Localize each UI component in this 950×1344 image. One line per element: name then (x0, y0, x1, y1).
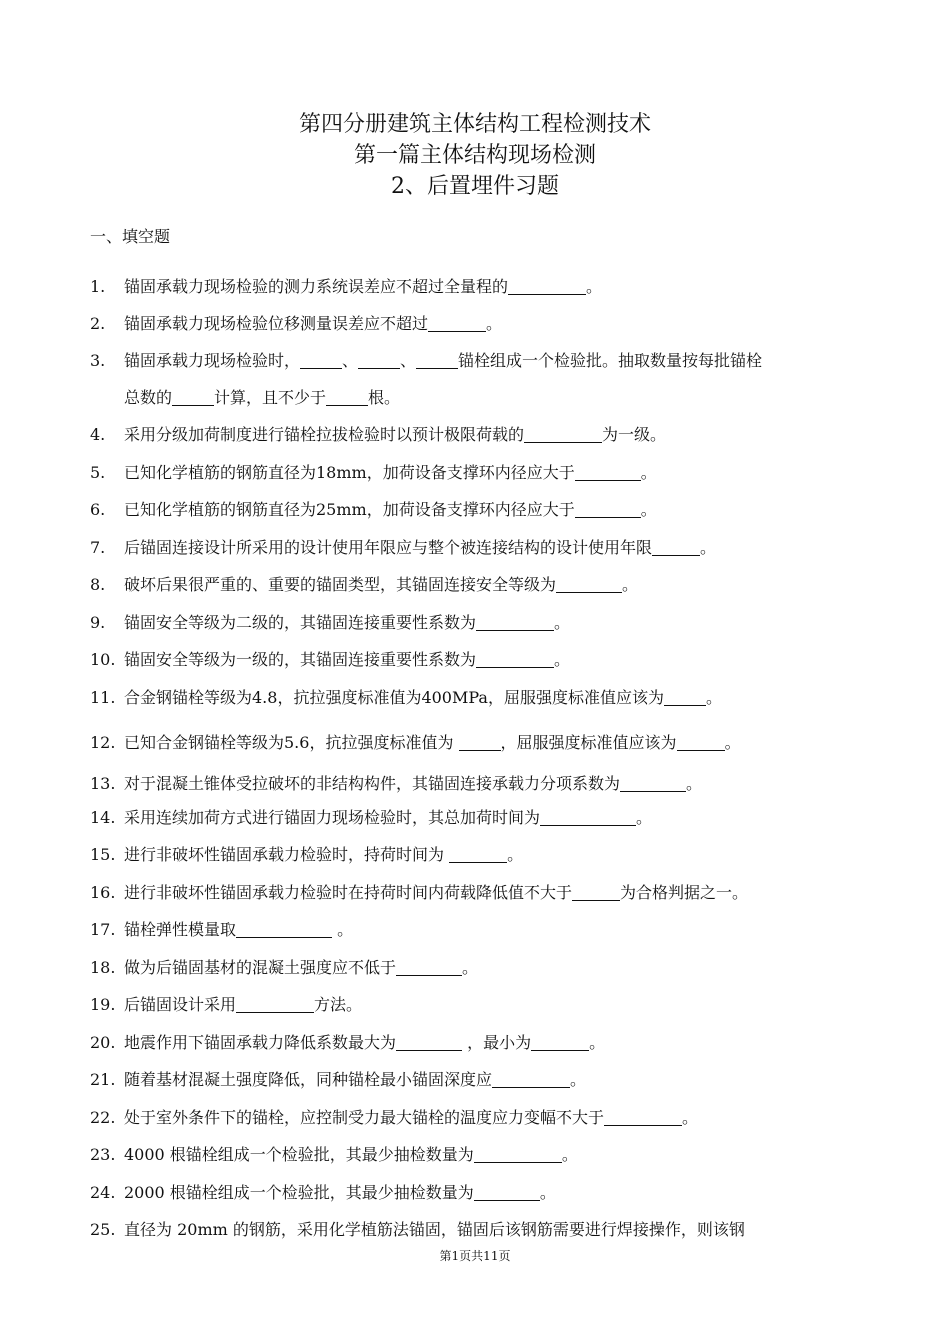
question-11: 11. 合金钢锚栓等级为4.8，抗拉强度标准值为400MPa，屈服强度标准值应该为 。 (90, 686, 870, 710)
question-number: 3. (90, 351, 106, 370)
answer-blank[interactable] (664, 689, 706, 706)
question-5: 5. 已知化学植筋的钢筋直径为18mm，加荷设备支撑环内径应大于 。 (90, 461, 870, 485)
question-25 (90, 1218, 870, 1242)
question-text: 4000 根锚栓组成一个检验批，其最少抽检数量为 (124, 1145, 474, 1164)
answer-blank[interactable] (172, 389, 214, 406)
answer-blank[interactable] (358, 352, 400, 369)
question-number: 18. (90, 958, 116, 977)
question-text: 进行非破坏性锚固承载力检验时在持荷时间内荷载降低值不大于 (124, 883, 573, 902)
answer-blank[interactable] (474, 1184, 540, 1201)
question-number: 11. (90, 688, 116, 707)
question-text: 锚固安全等级为一级的，其锚固连接重要性系数为 (124, 650, 477, 669)
question-6: 6. 已知化学植筋的钢筋直径为25mm，加荷设备支撑环内径应大于 。 (90, 498, 870, 522)
answer-blank[interactable] (236, 996, 314, 1013)
question-text: 做为后锚固基材的混凝土强度应不低于 (124, 958, 397, 977)
question-number: 10. (90, 650, 116, 669)
answer-blank[interactable] (396, 959, 462, 976)
question-14: 14. 采用连续加荷方式进行锚固力现场检验时，其总加荷时间为 。 (90, 806, 870, 830)
question-number: 6. (90, 500, 106, 519)
answer-blank[interactable] (575, 464, 641, 481)
question-number: 16. (90, 883, 116, 902)
question-23: 23. 4000 根锚栓组成一个检验批，其最少抽检数量为 。 (90, 1143, 870, 1167)
answer-blank[interactable] (326, 389, 368, 406)
answer-blank[interactable] (300, 352, 342, 369)
question-number: 8. (90, 575, 106, 594)
question-number: 19. (90, 995, 116, 1014)
question-15: 15. 进行非破坏性锚固承载力检验时，持荷时间为 。 (90, 843, 870, 867)
book-title: 第四分册建筑主体结构工程检测技术 (298, 112, 651, 137)
question-22: 22. 处于室外条件下的锚栓，应控制受力最大锚栓的温度应力变幅不大于 。 (90, 1106, 870, 1130)
question-number: 15. (90, 845, 116, 864)
question-number: 21. (90, 1070, 116, 1089)
question-text: 2000 根锚栓组成一个检验批，其最少抽检数量为 (124, 1183, 474, 1202)
answer-blank[interactable] (508, 278, 586, 295)
question-19: 19. 后锚固设计采用 方法。 (90, 993, 870, 1017)
page-footer: 第1页共11页 (439, 1249, 511, 1263)
question-text: 锚固承载力现场检验时， (124, 351, 301, 370)
answer-blank[interactable] (575, 501, 641, 518)
question-9: 9. 锚固安全等级为二级的，其锚固连接重要性系数为 。 (90, 611, 870, 635)
answer-blank[interactable] (459, 734, 501, 751)
question-number: 17. (90, 920, 116, 939)
question-text: 地震作用下锚固承载力降低系数最大为 (124, 1033, 397, 1052)
question-number: 7. (90, 538, 106, 557)
answer-blank[interactable] (396, 1034, 462, 1051)
question-16: 16. 进行非破坏性锚固承载力检验时在持荷时间内荷载降低值不大于 为合格判据之一。 (90, 881, 870, 905)
question-text: 进行非破坏性锚固承载力检验时，持荷时间为 (124, 845, 450, 864)
question-text: 对于混凝土锥体受拉破坏的非结构构件，其锚固连接承载力分项系数为 (124, 774, 621, 793)
question-number: 1. (90, 277, 106, 296)
question-text: 直径为 20mm 的钢筋，采用化学植筋法锚固，锚固后该钢筋需要进行焊接操作，则该钢 (124, 1220, 745, 1239)
answer-blank[interactable] (492, 1071, 570, 1088)
question-8: 8. 破坏后果很严重的、重要的锚固类型，其锚固连接安全等级为 。 (90, 573, 870, 597)
question-text: 采用分级加荷制度进行锚栓拉拔检验时以预计极限荷载的 (124, 425, 525, 444)
question-number: 14. (90, 808, 116, 827)
answer-blank[interactable] (476, 614, 554, 631)
answer-blank[interactable] (677, 734, 725, 751)
answer-blank[interactable] (572, 884, 620, 901)
question-number: 13. (90, 774, 116, 793)
question-13: 13. 对于混凝土锥体受拉破坏的非结构构件，其锚固连接承载力分项系数为 。 (90, 772, 870, 796)
answer-blank[interactable] (236, 921, 332, 938)
question-text: 已知化学植筋的钢筋直径为25mm，加荷设备支撑环内径应大于 (124, 500, 575, 519)
question-number: 24. (90, 1183, 116, 1202)
question-text: 随着基材混凝土强度降低，同种锚栓最小锚固深度应 (124, 1070, 493, 1089)
answer-blank[interactable] (428, 315, 486, 332)
question-text: 锚固安全等级为二级的，其锚固连接重要性系数为 (124, 613, 477, 632)
question-text: 采用连续加荷方式进行锚固力现场检验时，其总加荷时间为 (124, 808, 541, 827)
answer-blank[interactable] (416, 352, 458, 369)
question-number: 25. (90, 1220, 116, 1239)
question-text: 处于室外条件下的锚栓，应控制受力最大锚栓的温度应力变幅不大于 (124, 1108, 605, 1127)
question-number: 20. (90, 1033, 116, 1052)
question-7: 7. 后锚固连接设计所采用的设计使用年限应与整个被连接结构的设计使用年限 。 (90, 536, 870, 560)
question-number: 22. (90, 1108, 116, 1127)
question-4: 4. 采用分级加荷制度进行锚栓拉拔检验时以预计极限荷载的 为一级。 (90, 423, 870, 447)
question-18: 18. 做为后锚固基材的混凝土强度应不低于 。 (90, 956, 870, 980)
question-24: 24. 2000 根锚栓组成一个检验批，其最少抽检数量为 。 (90, 1181, 870, 1205)
answer-blank[interactable] (476, 651, 554, 668)
answer-blank[interactable] (449, 846, 507, 863)
answer-blank[interactable] (604, 1109, 682, 1126)
question-10: 10. 锚固安全等级为一级的，其锚固连接重要性系数为 。 (90, 648, 870, 672)
question-text: 已知合金钢锚栓等级为5.6，抗拉强度标准值为 (124, 733, 459, 752)
question-3: 3. 锚固承载力现场检验时， 、 、 锚栓组成一个检验批。抽取数量按每批锚栓 (90, 349, 870, 373)
question-number: 23. (90, 1145, 116, 1164)
exercise-title: 2、后置埋件习题 (391, 174, 559, 199)
question-text: 后锚固连接设计所采用的设计使用年限应与整个被连接结构的设计使用年限 (124, 538, 653, 557)
question-number: 12. (90, 733, 116, 752)
question-text: 锚栓弹性模量取 (124, 920, 237, 939)
question-12: 12. 已知合金钢锚栓等级为5.6，抗拉强度标准值为 ，屈服强度标准值应该为 。 (90, 731, 870, 755)
question-text: 锚固承载力现场检验位移测量误差应不超过 (124, 314, 429, 333)
question-text: 合金钢锚栓等级为4.8，抗拉强度标准值为400MPa，屈服强度标准值应该为 (124, 688, 664, 707)
answer-blank[interactable] (556, 576, 622, 593)
question-2: 2. 锚固承载力现场检验位移测量误差应不超过 。 (90, 312, 870, 336)
section-heading: 一、填空题 (90, 227, 171, 246)
answer-blank[interactable] (540, 809, 636, 826)
question-1: 1. 锚固承载力现场检验的测力系统误差应不超过全量程的 。 (90, 275, 870, 299)
question-text: 锚固承载力现场检验的测力系统误差应不超过全量程的 (124, 277, 509, 296)
chapter-title: 第一篇主体结构现场检测 (353, 143, 596, 168)
question-text: 已知化学植筋的钢筋直径为18mm，加荷设备支撑环内径应大于 (124, 463, 575, 482)
answer-blank[interactable] (652, 539, 700, 556)
question-text: 后锚固设计采用 (124, 995, 237, 1014)
question-3-continued: 总数的 计算，且不少于 根。 (124, 388, 401, 407)
question-17: 17. 锚栓弹性模量取 。 (90, 918, 870, 942)
question-number: 9. (90, 613, 106, 632)
answer-blank[interactable] (531, 1034, 589, 1051)
question-text: 破坏后果很严重的、重要的锚固类型，其锚固连接安全等级为 (124, 575, 557, 594)
question-21: 21. 随着基材混凝土强度降低，同种锚栓最小锚固深度应 。 (90, 1068, 870, 1092)
question-number: 4. (90, 425, 106, 444)
question-20: 20. 地震作用下锚固承载力降低系数最大为 ，最小为 。 (90, 1031, 870, 1055)
answer-blank[interactable] (524, 426, 602, 443)
answer-blank[interactable] (474, 1146, 562, 1163)
question-number: 2. (90, 314, 106, 333)
question-number: 5. (90, 463, 106, 482)
answer-blank[interactable] (620, 775, 686, 792)
